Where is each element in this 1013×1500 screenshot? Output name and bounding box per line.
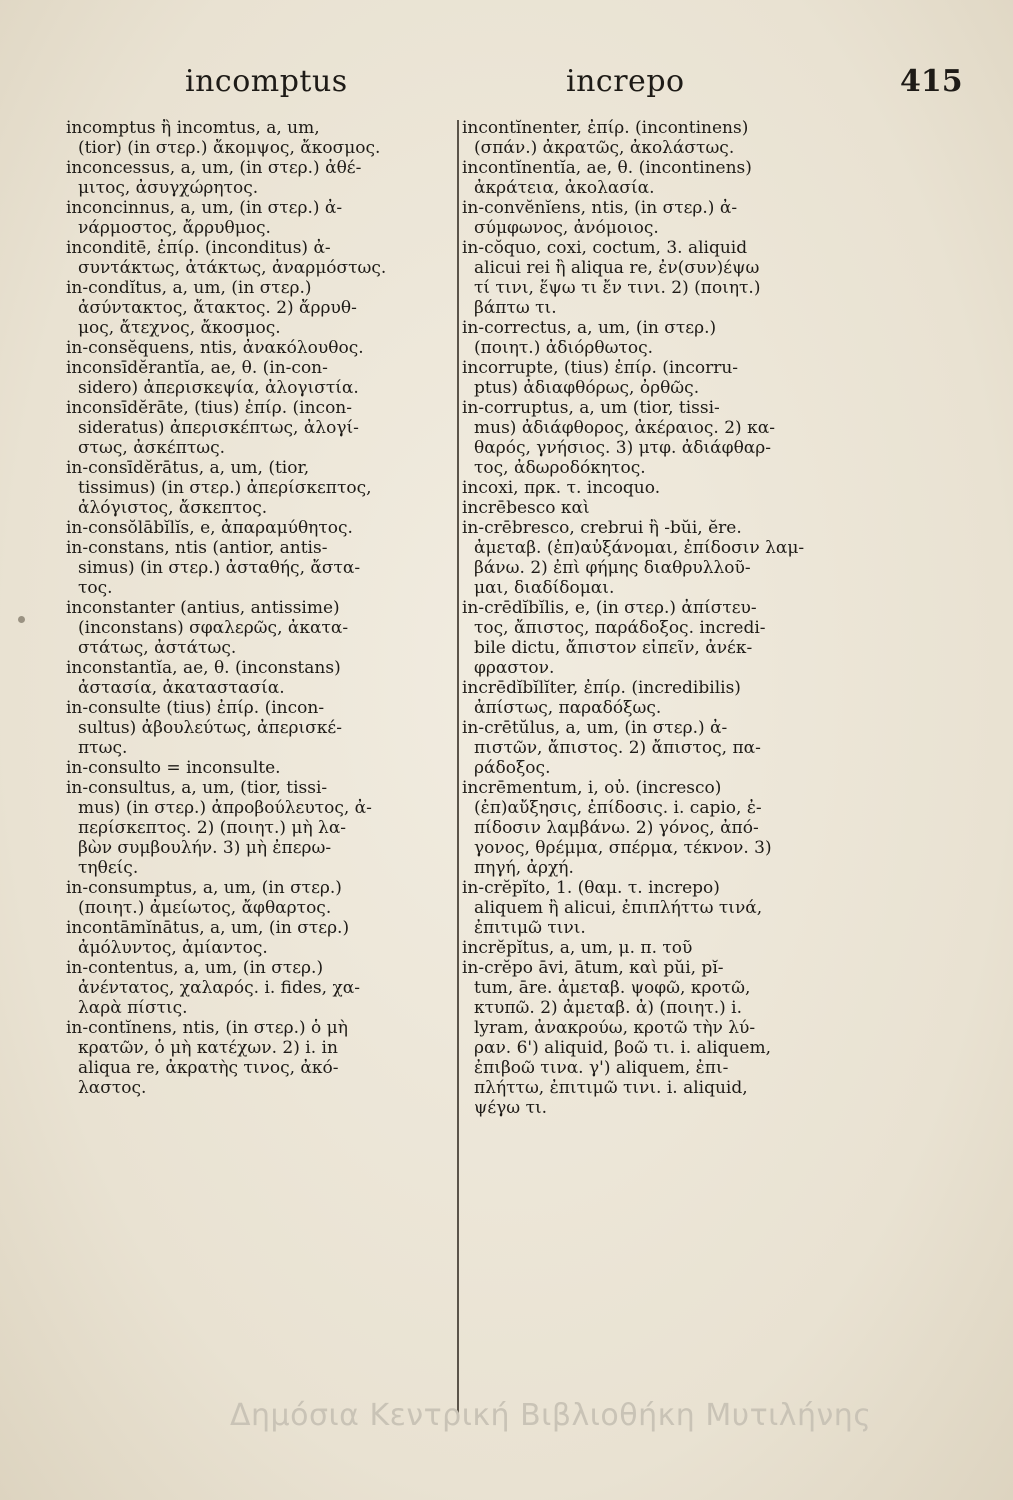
entry-line: tum, āre. ἀμεταβ. ψοφῶ, κροτῶ,	[474, 978, 751, 998]
entry-line: στως, ἀσκέπτως.	[78, 438, 226, 458]
entry-line: μος, ἄτεχνος, ἄκοσμος.	[78, 318, 281, 338]
entry-line: in-contĭnens, ntis, (in στερ.) ὁ μὴ	[66, 1018, 348, 1038]
entry-line: ἀλόγιστος, ἄσκεπτος.	[78, 498, 268, 518]
paper-speck	[18, 616, 25, 623]
entry-line: mus) ἀδιάφθορος, ἀκέραιος. 2) κα-	[474, 418, 775, 438]
entry-line: λαρὰ πίστις.	[78, 998, 188, 1018]
entry-line: tissimus) (in στερ.) ἀπερίσκεπτος,	[78, 478, 372, 498]
entry-line: λαστος.	[78, 1078, 147, 1098]
entry-line: alicui rei ἢ aliqua re, ἐν(συν)έψω	[474, 258, 760, 278]
entry-line: inconsīdĕrāte, (tius) ἐπίρ. (incon-	[66, 398, 352, 418]
right-column	[462, 118, 862, 1118]
entry-line: inconstanter (antius, antissime)	[66, 598, 340, 618]
entry-line: in-condĭtus, a, um, (in στερ.)	[66, 278, 312, 298]
entry-line: τος.	[78, 578, 113, 598]
entry-line: in-constans, ntis (antior, antis-	[66, 538, 328, 558]
entry-line: in-consŏlābĭlĭs, e, ἀπαραμύθητος.	[66, 518, 353, 538]
entry-line: aliquem ἢ alicui, ἐπιπλήττω τινά,	[474, 898, 763, 918]
entry-line: incoxi, πρκ. τ. incoquo.	[462, 478, 661, 498]
entry-line: incontĭnenter, ἐπίρ. (incontinens)	[462, 118, 749, 138]
left-guide-word: incomptus	[185, 64, 348, 99]
entry-line: inconsīdĕrantĭa, ae, θ. (in-con-	[66, 358, 328, 378]
entry-line: τος, ἀδωροδόκητος.	[474, 458, 646, 478]
entry-line: ἀνέντατος, χαλαρός. i. fides, χα-	[78, 978, 360, 998]
entry-line: βάπτω τι.	[474, 298, 557, 318]
entry-line: τί τινι, ἕψω τι ἔν τινι. 2) (ποιητ.)	[474, 278, 761, 298]
entry-line: περίσκεπτος. 2) (ποιητ.) μὴ λα-	[78, 818, 347, 838]
entry-line: in-convĕnĭens, ntis, (in στερ.) ἀ-	[462, 198, 738, 218]
entry-line: in-contentus, a, um, (in στερ.)	[66, 958, 324, 978]
entry-line: incorrupte, (tius) ἐπίρ. (incorru-	[462, 358, 739, 378]
entry-line: in-consulte (tius) ἐπίρ. (incon-	[66, 698, 325, 718]
entry-line: (ποιητ.) ἀμείωτος, ἄφθαρτος.	[78, 898, 332, 918]
entry-line: ἀστασία, ἀκαταστασία.	[78, 678, 285, 698]
entry-line: ἀμεταβ. (ἐπ)αὐξάνομαι, ἐπίδοσιν λαμ-	[474, 538, 805, 558]
entry-line: in-corruptus, a, um (tior, tissi-	[462, 398, 720, 418]
entry-line: in-consulto = inconsulte.	[66, 758, 281, 778]
entry-line: inconcessus, a, um, (in στερ.) ἀθέ-	[66, 158, 362, 178]
entry-line: πτως.	[78, 738, 128, 758]
entry-line: in-consumptus, a, um, (in στερ.)	[66, 878, 342, 898]
entry-line: μαι, διαδίδομαι.	[474, 578, 615, 598]
entry-line: ψέγω τι.	[474, 1098, 548, 1118]
entry-line: τος, ἄπιστος, παράδοξος. incredi-	[474, 618, 766, 638]
entry-line: ράδοξος.	[474, 758, 551, 778]
entry-line: incontĭnentĭa, ae, θ. (incontinens)	[462, 158, 752, 178]
entry-line: σύμφωνος, ἀνόμοιος.	[474, 218, 659, 238]
entry-line: in-cŏquo, coxi, coctum, 3. aliquid	[462, 238, 748, 258]
entry-line: in-crĕpĭto, 1. (θαμ. τ. increpo)	[462, 878, 720, 898]
entry-line: ἀκράτεια, ἀκολασία.	[474, 178, 655, 198]
entry-line: βάνω. 2) ἐπὶ φήμης διαθρυλλοῦ-	[474, 558, 751, 578]
entry-line: in-correctus, a, um, (in στερ.)	[462, 318, 717, 338]
entry-line: νάρμοστος, ἄρρυθμος.	[78, 218, 271, 238]
entry-line: ptus) ἀδιαφθόρως, ὀρθῶς.	[474, 378, 700, 398]
library-watermark: Δημόσια Κεντρική Βιβλιοθήκη Μυτιλήνης	[230, 1398, 872, 1433]
entry-line: incontāmĭnātus, a, um, (in στερ.)	[66, 918, 350, 938]
entry-line: πλήττω, ἐπιτιμῶ τινι. i. aliquid,	[474, 1078, 748, 1098]
right-guide-word: increpo	[566, 64, 685, 99]
entry-line: in-crĕpo āvi, ātum, καὶ pŭi, pĭ-	[462, 958, 724, 978]
page-number: 415	[900, 64, 963, 99]
entry-line: ἀπίστως, παραδόξως.	[474, 698, 662, 718]
entry-line: φραστον.	[474, 658, 555, 678]
entry-line: lyram, ἀνακρούω, κροτῶ τὴν λύ-	[474, 1018, 756, 1038]
entry-line: γονος, θρέμμα, σπέρμα, τέκνον. 3)	[474, 838, 772, 858]
entry-line: aliqua re, ἀκρατὴς τινος, ἀκό-	[78, 1058, 339, 1078]
entry-line: sultus) ἀβουλεύτως, ἀπερισκέ-	[78, 718, 342, 738]
entry-line: βὼν συμβουλήν. 3) μὴ ἐπερω-	[78, 838, 332, 858]
entry-line: ραν. 6') aliquid, βοῶ τι. i. aliquem,	[474, 1038, 771, 1058]
entry-line: (σπάν.) ἀκρατῶς, ἀκολάστως.	[474, 138, 735, 158]
entry-line: ἐπιβοῶ τινα. γ') aliquem, ἐπι-	[474, 1058, 729, 1078]
entry-line: simus) (in στερ.) ἀσταθής, ἄστα-	[78, 558, 361, 578]
entry-line: κρατῶν, ὁ μὴ κατέχων. 2) i. in	[78, 1038, 338, 1058]
entry-line: sidero) ἀπερισκεψία, ἀλογιστία.	[78, 378, 359, 398]
entry-line: in-consīdĕrātus, a, um, (tior,	[66, 458, 310, 478]
entry-line: τηθείς.	[78, 858, 139, 878]
entry-line: πιστῶν, ἄπιστος. 2) ἄπιστος, πα-	[474, 738, 761, 758]
entry-line: ἀμόλυντος, ἀμίαντος.	[78, 938, 268, 958]
entry-line: incomptus ἢ incomtus, a, um,	[66, 118, 320, 138]
entry-line: in-crēbresco, crebrui ἢ -bŭi, ĕre.	[462, 518, 742, 538]
entry-line: incrĕpĭtus, a, um, μ. π. τοῦ	[462, 938, 693, 958]
entry-line: (tior) (in στερ.) ἄκομψος, ἄκοσμος.	[78, 138, 381, 158]
entry-line: ἀσύντακτος, ἄτακτος. 2) ἄρρυθ-	[78, 298, 357, 318]
entry-line: in-crēdĭbĭlis, e, (in στερ.) ἀπίστευ-	[462, 598, 757, 618]
entry-line: mus) (in στερ.) ἀπροβούλευτος, ἀ-	[78, 798, 372, 818]
entry-line: bile dictu, ἄπιστον εἰπεῖν, ἀνέκ-	[474, 638, 753, 658]
entry-line: incrēdĭbĭlĭter, ἐπίρ. (incredibilis)	[462, 678, 741, 698]
column-divider	[457, 120, 459, 1420]
entry-line: sideratus) ἀπερισκέπτως, ἀλογί-	[78, 418, 359, 438]
entry-line: ἐπιτιμῶ τινι.	[474, 918, 586, 938]
entry-line: (inconstans) σφαλερῶς, ἀκατα-	[78, 618, 349, 638]
entry-line: in-consultus, a, um, (tior, tissi-	[66, 778, 328, 798]
entry-line: incrēmentum, i, οὐ. (incresco)	[462, 778, 722, 798]
entry-line: incrēbesco καὶ	[462, 498, 590, 518]
entry-line: θαρός, γνήσιος. 3) μτφ. ἀδιάφθαρ-	[474, 438, 772, 458]
entry-line: (ποιητ.) ἀδιόρθωτος.	[474, 338, 654, 358]
entry-line: κτυπῶ. 2) ἀμεταβ. ἀ) (ποιητ.) i.	[474, 998, 743, 1018]
entry-line: in-crētŭlus, a, um, (in στερ.) ἀ-	[462, 718, 728, 738]
entry-line: in-consĕquens, ntis, ἀνακόλουθος.	[66, 338, 364, 358]
entry-line: στάτως, ἀστάτως.	[78, 638, 237, 658]
page-header	[0, 64, 1013, 114]
entry-line: inconstantĭa, ae, θ. (inconstans)	[66, 658, 341, 678]
entry-line: μιτος, ἀσυγχώρητος.	[78, 178, 259, 198]
entry-line: inconditē, ἐπίρ. (inconditus) ἀ-	[66, 238, 331, 258]
entry-line: πηγή, ἀρχή.	[474, 858, 574, 878]
left-column	[66, 118, 451, 1098]
entry-line: (ἐπ)αὔξησις, ἐπίδοσις. i. capio, ἐ-	[474, 798, 762, 818]
entry-line: πίδοσιν λαμβάνω. 2) γόνος, ἀπό-	[474, 818, 759, 838]
entry-line: συντάκτως, ἀτάκτως, ἀναρμόστως.	[78, 258, 387, 278]
entry-line: inconcinnus, a, um, (in στερ.) ἀ-	[66, 198, 343, 218]
